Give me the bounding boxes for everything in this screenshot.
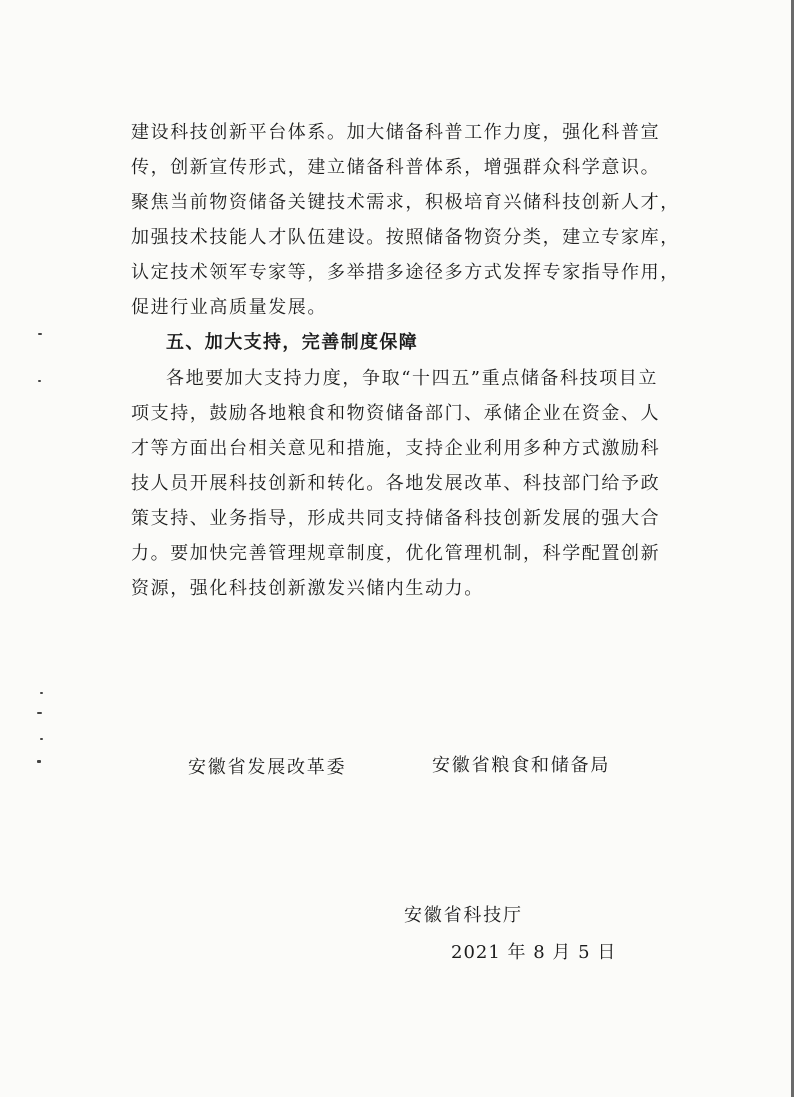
paragraph-line: 资源，强化科技创新激发兴储内生动力。: [131, 578, 484, 599]
paragraph-line: 项支持，鼓励各地粮食和物资储备部门、承储企业在资金、人: [131, 403, 661, 424]
signatory-bottom: 安徽省科技厅: [404, 905, 523, 926]
signatory-left: 安徽省发展改革委: [188, 757, 347, 778]
paragraph-line: 建设科技创新平台体系。加大储备科普工作力度，强化科普宣: [131, 122, 661, 143]
paragraph-line: 认定技术领军专家等，多举措多途径多方式发挥专家指导作用，: [131, 262, 680, 283]
paragraph-line: 聚焦当前物资储备关键技术需求，积极培育兴储科技创新人才，: [131, 192, 680, 213]
paragraph-line: 才等方面出台相关意见和措施，支持企业利用多种方式激励科: [131, 438, 661, 459]
scan-speck: [40, 692, 43, 694]
scan-speck: [37, 712, 42, 714]
signatory-right: 安徽省粮食和储备局: [432, 755, 611, 776]
scan-speck: [38, 333, 42, 335]
paragraph-line: 各地要加大支持力度，争取“十四五”重点储备科技项目立: [166, 368, 659, 389]
scan-speck: [38, 380, 41, 382]
paragraph-line: 技人员开展科技创新和转化。各地发展改革、科技部门给予政: [131, 473, 661, 494]
section-heading: 五、加大支持，完善制度保障: [166, 332, 419, 353]
paragraph-line: 策支持、业务指导，形成共同支持储备科技创新发展的强大合: [131, 508, 661, 529]
scan-speck: [40, 738, 43, 740]
paragraph-line: 促进行业高质量发展。: [131, 297, 327, 318]
document-date: 2021 年 8 月 5 日: [451, 942, 617, 963]
paragraph-line: 加强技术技能人才队伍建设。按照储备物资分类，建立专家库，: [131, 227, 680, 248]
paragraph-line: 力。要加快完善管理规章制度，优化管理机制，科学配置创新: [131, 543, 661, 564]
scan-speck: [37, 760, 41, 763]
paragraph-line: 传，创新宣传形式，建立储备科普体系，增强群众科学意识。: [131, 157, 661, 178]
